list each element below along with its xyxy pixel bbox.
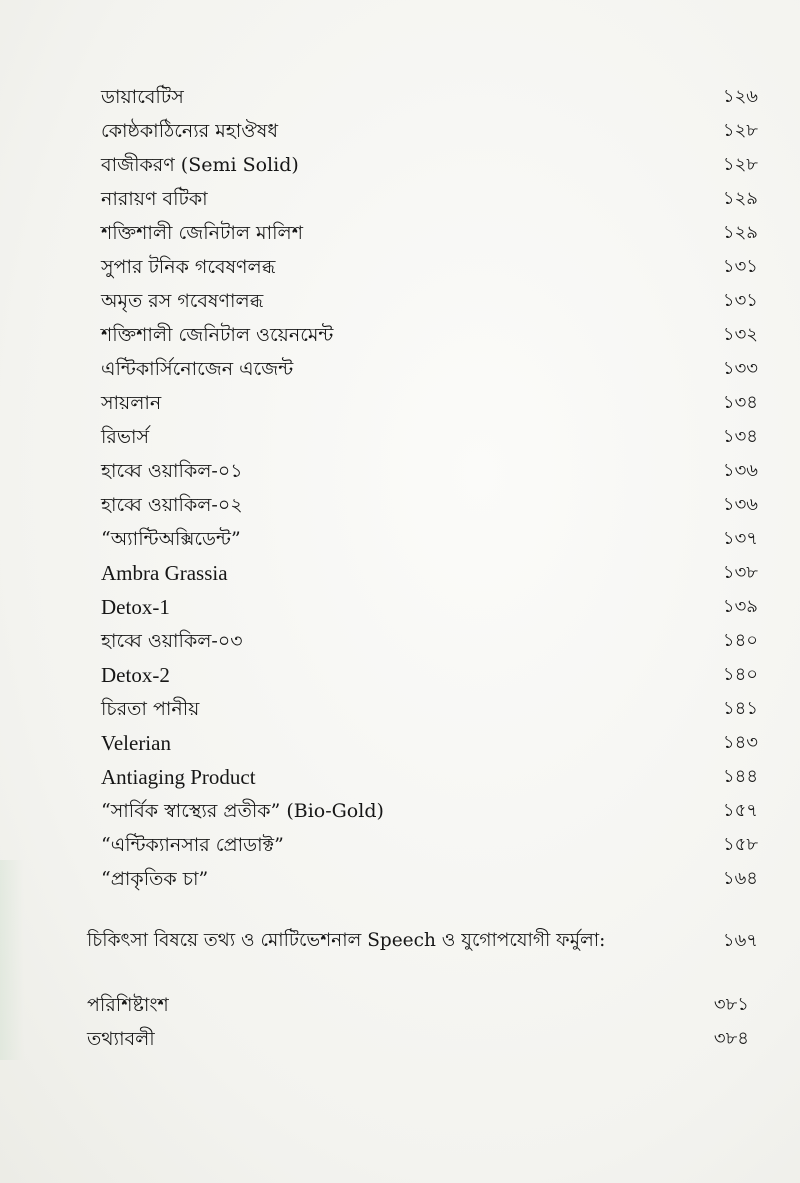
toc-title: “প্রাকৃতিক চা”: [101, 868, 209, 890]
toc-page-number: ১২৬: [722, 86, 758, 107]
toc-page-number: ১৪১: [722, 698, 758, 719]
toc-page-number: ১৩৪: [722, 392, 758, 413]
toc-row: [101, 624, 761, 658]
toc-title: সুপার টনিক গবেষণলব্ধ: [101, 256, 276, 278]
toc-page-number: ৩৮৪: [713, 1028, 749, 1049]
toc-title: হাব্বে ওয়াকিল-০১: [101, 460, 243, 482]
toc-page-number: ১৩৪: [722, 426, 758, 447]
toc-row: [101, 386, 761, 420]
page-edge-shadow: [0, 860, 24, 1060]
toc-row: [101, 352, 761, 386]
toc-row: [101, 862, 761, 896]
toc-row: [101, 658, 761, 692]
toc-row: [101, 250, 761, 284]
toc-row: [101, 794, 761, 828]
toc-row: [101, 556, 761, 590]
toc-page-number: ৩৮১: [713, 994, 749, 1015]
toc-title: “অ্যান্টিঅক্সিডেন্ট”: [101, 528, 241, 550]
toc-row: [101, 182, 761, 216]
toc-appendix-row: [87, 988, 761, 1022]
toc-title: Antiaging Product: [101, 765, 256, 789]
toc-title: “সার্বিক স্বাস্থ্যের প্রতীক” (Bio-Gold): [101, 800, 384, 822]
toc-row: [101, 692, 761, 726]
toc-page-number: ১৩৭: [722, 528, 758, 549]
toc-row: [101, 760, 761, 794]
toc-title: “এন্টিক্যানসার প্রোডাক্ট”: [101, 834, 284, 856]
toc-page-number: ১২৯: [722, 222, 758, 243]
toc-title: শক্তিশালী জেনিটাল ওয়েনমেন্ট: [101, 324, 334, 346]
toc-page-number: ১৩৬: [722, 460, 758, 481]
toc-row: [101, 828, 761, 862]
toc-page-number: ১৩১: [722, 256, 758, 277]
toc-page-number: ১৪০: [722, 630, 758, 651]
toc-page-number: ১৩৮: [722, 562, 758, 583]
toc-title: Ambra Grassia: [101, 561, 228, 585]
toc-row: [101, 454, 761, 488]
toc-title: এন্টিকার্সিনোজেন এজেন্ট: [101, 358, 294, 380]
toc-section-row: [87, 924, 761, 958]
toc-title: শক্তিশালী জেনিটাল মালিশ: [101, 222, 303, 244]
toc-page-number: ১৬৪: [722, 868, 758, 889]
toc-title: হাব্বে ওয়াকিল-০৩: [101, 630, 243, 652]
toc-row: [101, 590, 761, 624]
toc-title: বাজীকরণ (Semi Solid): [101, 154, 299, 176]
toc-row: [101, 726, 761, 760]
toc-page-number: ১৪০: [722, 664, 758, 685]
toc-page-number: ১৩৬: [722, 494, 758, 515]
toc-page-number: ১২৮: [722, 154, 758, 175]
toc-row: [101, 420, 761, 454]
toc-row: [101, 80, 761, 114]
toc-title: নারায়ণ বটিকা: [101, 188, 208, 210]
toc-page-number: ১৬৭: [722, 930, 758, 951]
toc-row: [101, 318, 761, 352]
toc-row: [101, 114, 761, 148]
toc-title: পরিশিষ্টাংশ: [87, 994, 169, 1016]
toc-page-number: ১৪৪: [722, 766, 758, 787]
toc-page-number: ১৩৩: [722, 358, 758, 379]
toc-row: [101, 522, 761, 556]
toc-title: রিভার্স: [101, 426, 150, 448]
toc-title: কোষ্ঠকাঠিন্যের মহাঔষধ: [101, 120, 279, 142]
toc-title: অমৃত রস গবেষণালব্ধ: [101, 290, 264, 312]
toc-row: [101, 488, 761, 522]
toc-page-number: ১৩২: [722, 324, 758, 345]
toc-title: চিরতা পানীয়: [101, 698, 200, 720]
table-of-contents: [87, 80, 761, 1056]
toc-page-number: ১৫৮: [722, 834, 758, 855]
toc-page-number: ১৩৯: [722, 596, 758, 617]
toc-page-number: ১৪৩: [722, 732, 758, 753]
toc-title: সায়লান: [101, 392, 162, 414]
toc-title: Velerian: [101, 731, 171, 755]
toc-page-number: ১২৮: [722, 120, 758, 141]
toc-appendix-row: [87, 1022, 761, 1056]
toc-row: [101, 148, 761, 182]
toc-row: [101, 284, 761, 318]
toc-title: Detox-1: [101, 595, 170, 619]
toc-page-number: ১২৯: [722, 188, 758, 209]
toc-page-number: ১৫৭: [722, 800, 758, 821]
toc-title: হাব্বে ওয়াকিল-০২: [101, 494, 243, 516]
toc-page-number: ১৩১: [722, 290, 758, 311]
toc-row: [101, 216, 761, 250]
toc-title: ডায়াবেটিস: [101, 86, 184, 108]
toc-title: তথ্যাবলী: [87, 1028, 155, 1050]
toc-section-title: চিকিৎসা বিষয়ে তথ্য ও মোটিভেশনাল Speech ও যুগোপযোগী ফর্মুলা:: [87, 930, 606, 951]
toc-title: Detox-2: [101, 663, 170, 687]
